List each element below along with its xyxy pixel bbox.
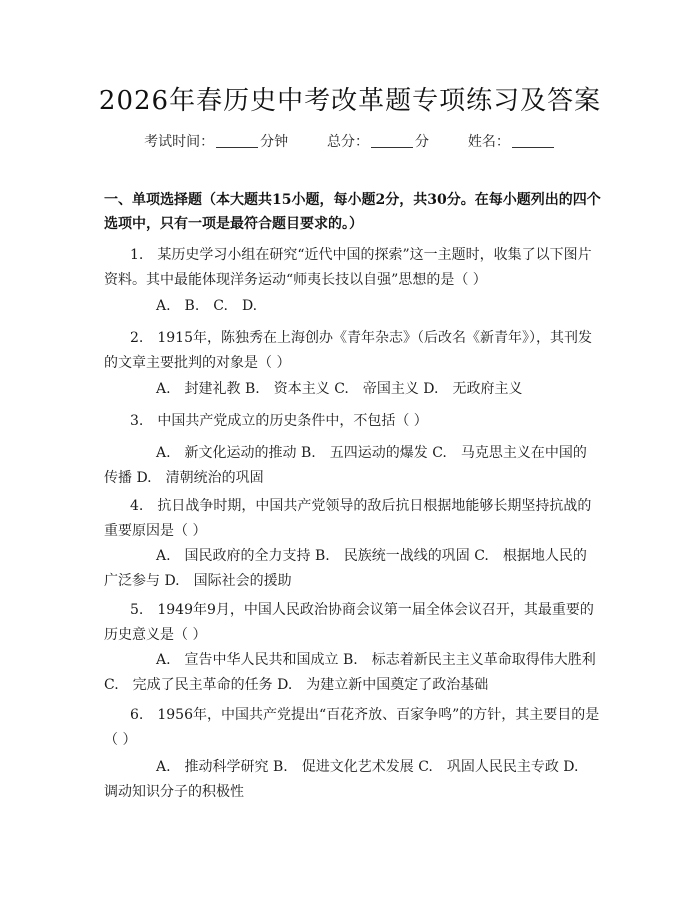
score-blank	[371, 133, 413, 148]
score-unit: 分	[415, 134, 429, 150]
exam-info-line	[0, 131, 700, 151]
time-blank	[216, 133, 258, 148]
question-stem: 5. 1949年9月，中国人民政治协商会议第一届全体会议召开，其最重要的历史意义是（ ）	[104, 602, 594, 643]
question-options: A. 国民政府的全力支持 B. 民族统一战线的巩固 C. 根据地人民的广泛参与 D. 国际社会的援助	[104, 548, 587, 589]
question-options: A. 推动科学研究 B. 促进文化艺术发展 C. 巩固人民民主专政 D. 调动知识分子的积极性	[104, 759, 593, 800]
question-stem: 3. 中国共产党成立的历史条件中，不包括（ ）	[130, 413, 428, 429]
question-options: A. 新文化运动的推动 B. 五四运动的爆发 C. 马克思主义在中国的传播 D. 清朝统治的巩固	[104, 445, 587, 486]
name-blank	[512, 133, 554, 148]
question-stem: 6. 1956年，中国共产党提出“百花齐放、百家争鸣”的方针，其主要目的是（ ）	[104, 707, 600, 748]
question-options: A. 封建礼教 B. 资本主义 C. 帝国主义 D. 无政府主义	[156, 381, 523, 397]
page-title: 2026年春历史中考改革题专项练习及答案	[98, 86, 602, 116]
section-heading: 一、单项选择题（本大题共15小题，每小题2分，共30分。在每小题列出的四个选项中，只有一项是最符合题目要求的。）	[104, 192, 601, 232]
question-options: A. B. C. D.	[156, 298, 258, 314]
question-stem: 1. 某历史学习小组在研究“近代中国的探索”这一主题时，收集了以下图片资料。其中最能体现洋务运动“师夷长技以自强”思想的是（ ）	[104, 247, 592, 288]
question-options: A. 宣告中华人民共和国成立 B. 标志着新民主主义革命取得伟大胜利 C. 完成了民主革命的任务 D. 为建立新中国奠定了政治基础	[104, 652, 596, 693]
question-stem: 2. 1915年，陈独秀在上海创办《青年杂志》（后改名《新青年》），其刊发的文章主要批判的对象是（ ）	[104, 330, 592, 371]
score-label: 总分：	[327, 134, 369, 150]
question-stem: 4. 抗日战争时期，中国共产党领导的敌后抗日根据地能够长期坚持抗战的重要原因是（ ）	[104, 498, 592, 539]
time-label: 考试时间：	[144, 134, 215, 150]
time-unit: 分钟	[260, 134, 289, 150]
name-label: 姓名：	[467, 134, 510, 150]
